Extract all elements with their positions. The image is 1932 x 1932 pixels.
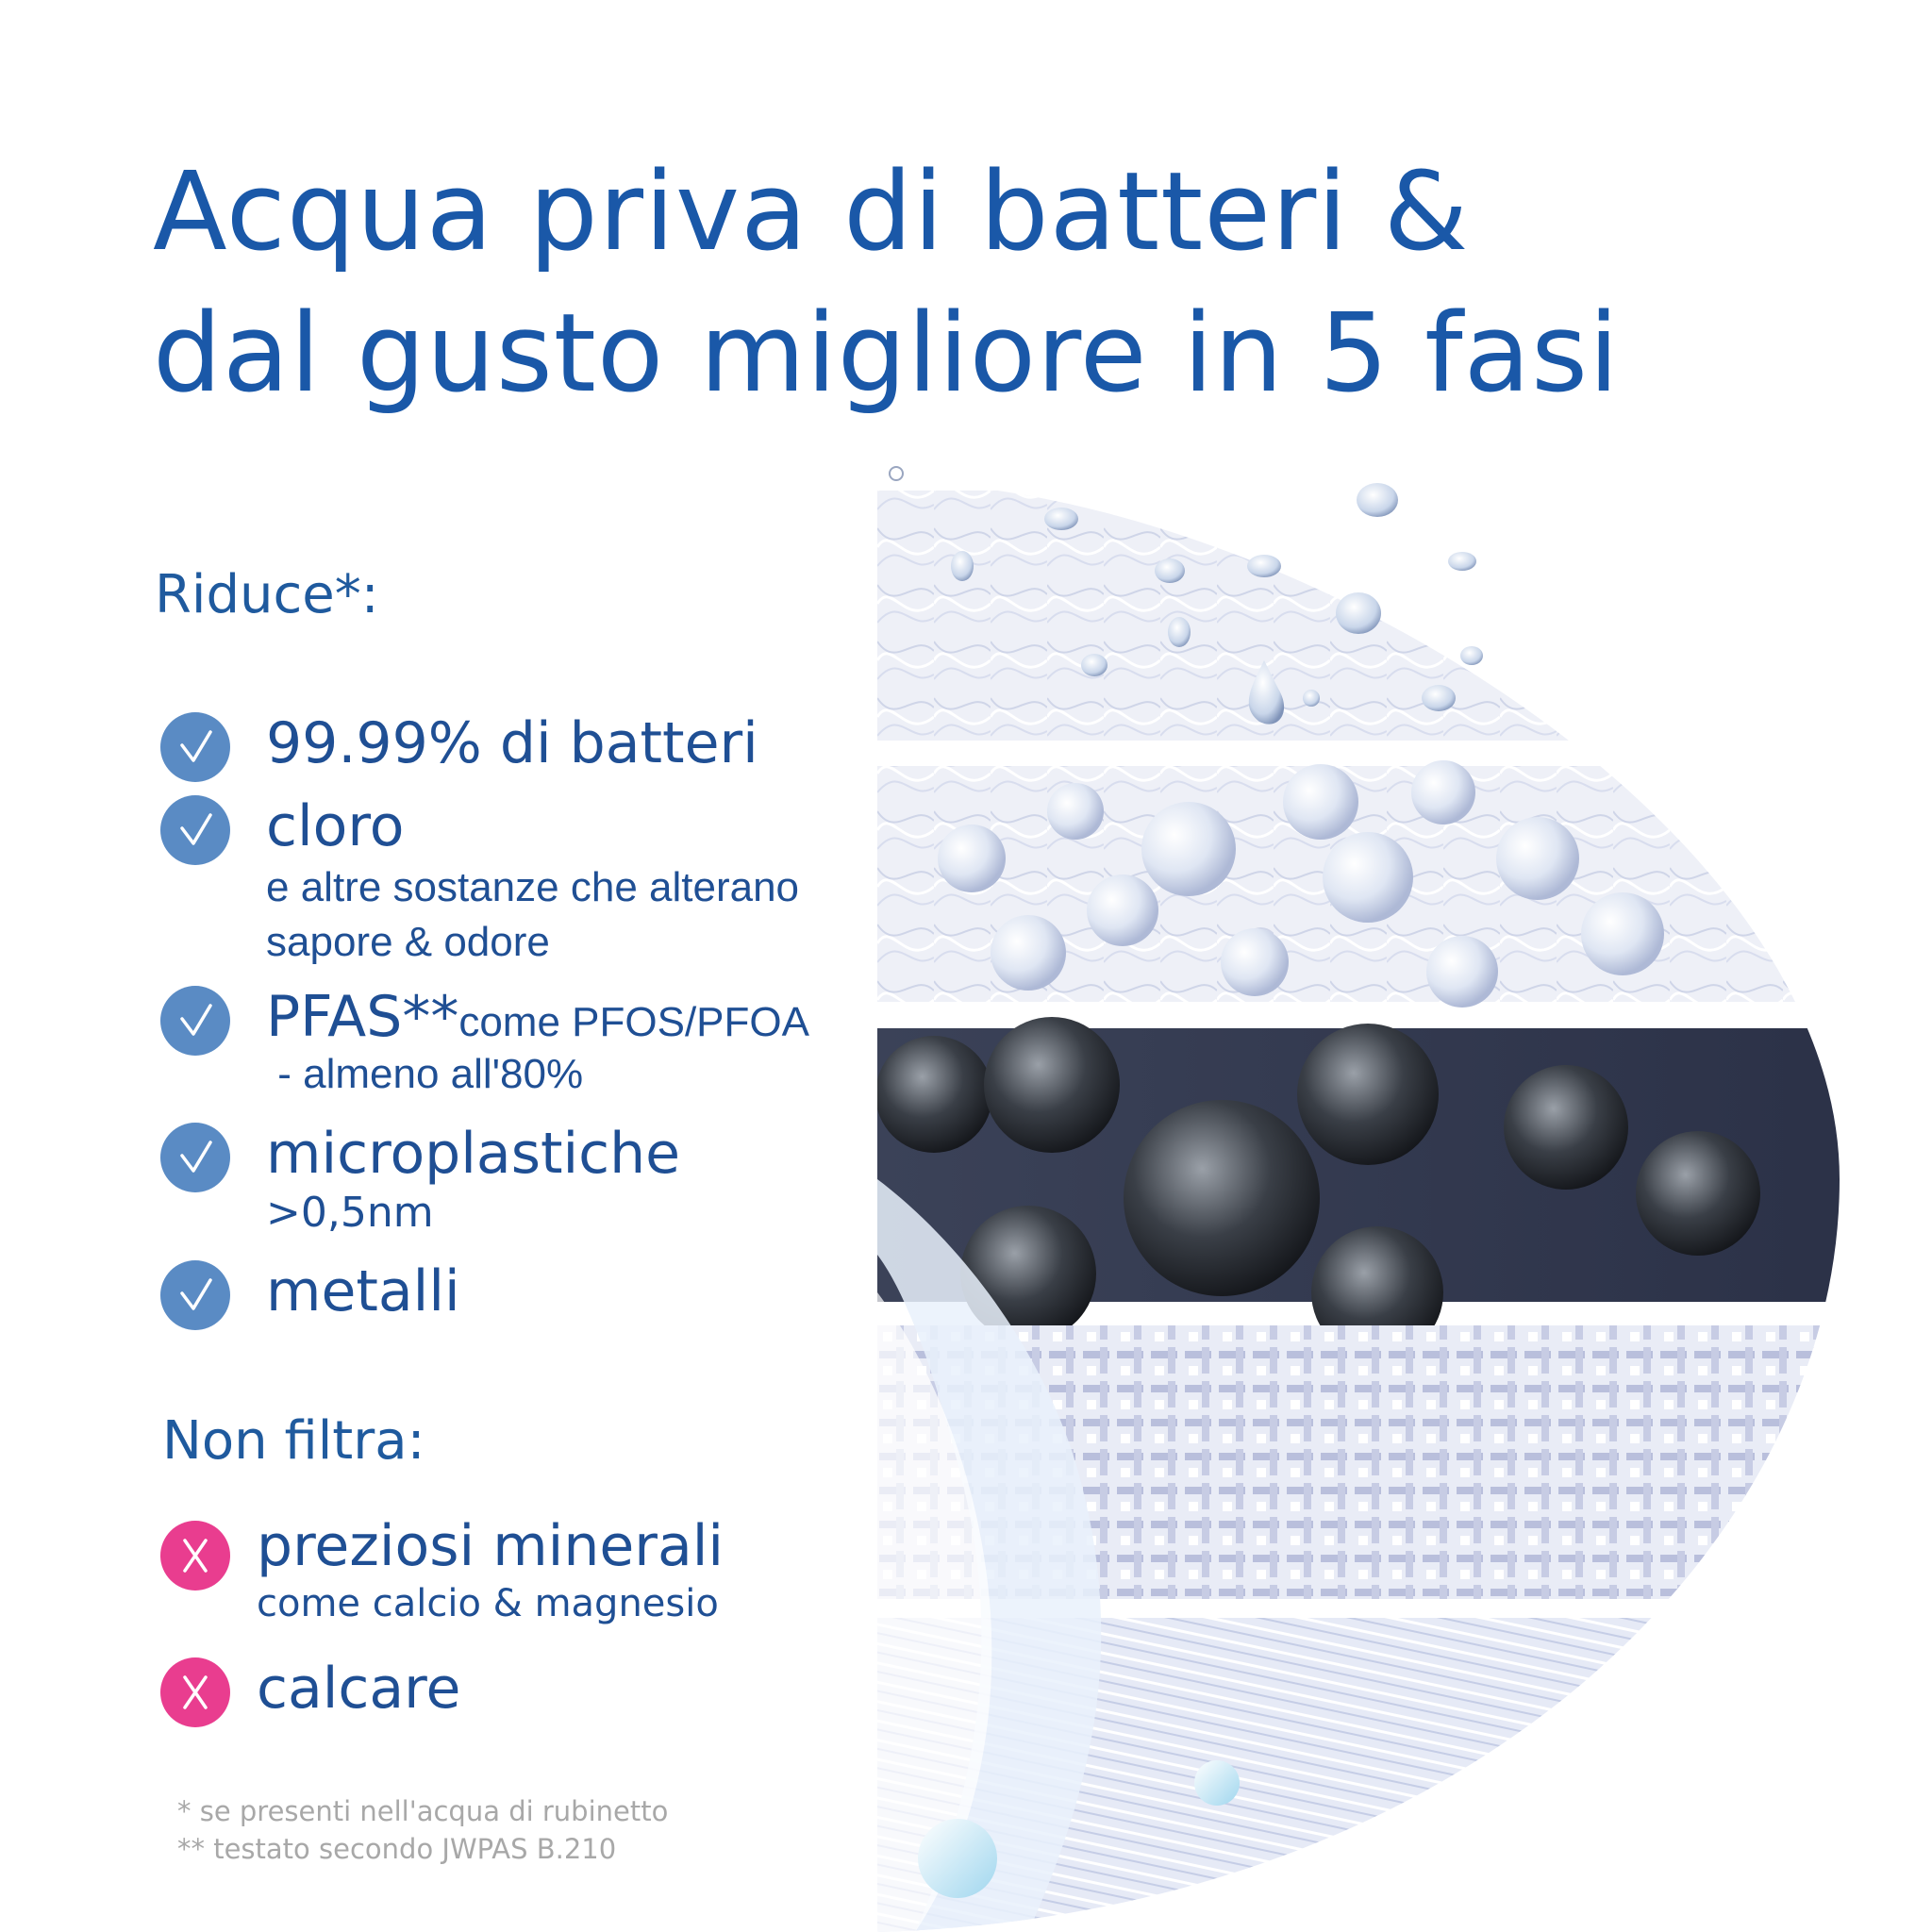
check-icon [160,1260,230,1330]
reduce-item-detail: >0,5nm [266,1189,434,1237]
reduce-item-label: 99.99% di batteri [266,710,758,776]
reduces-label: Riduce*: [155,564,379,625]
reduce-item-label: microplastiche [266,1121,681,1187]
check-icon [160,795,230,865]
reduce-item-detail: - almeno all'80% [266,1051,584,1097]
check-icon [160,1123,230,1192]
headline [153,142,1620,425]
footnote-2: ** testato secondo JWPAS B.210 [177,1833,617,1865]
pfas-label: PFAS** [266,984,459,1050]
headline-line-2: dal gusto migliore in 5 fasi [153,291,1621,417]
reduce-item-detail: sapore & odore [266,919,550,965]
cross-icon [160,1521,230,1591]
footnote-1: * se presenti nell'acqua di rubinetto [177,1795,669,1827]
reduce-item-label [266,984,809,1050]
not-filtered-item-label: calcare [257,1656,461,1722]
filter-layers-illustration [877,462,1932,1932]
cross-icon [160,1657,230,1727]
headline-line-1: Acqua priva di batteri & [153,149,1470,275]
not-filtered-item-detail: come calcio & magnesio [257,1582,719,1625]
check-icon [160,986,230,1056]
footnotes [177,1792,668,1868]
reduce-item-label: metalli [266,1258,460,1324]
not-filtered-item-label: preziosi minerali [257,1513,724,1579]
does-not-filter-label: Non filtra: [162,1410,425,1472]
check-icon [160,712,230,782]
pfas-detail: come PFOS/PFOA [458,999,809,1045]
reduce-item-detail: e altre sostanze che alterano [266,864,800,910]
reduce-item-label: cloro [266,793,405,859]
